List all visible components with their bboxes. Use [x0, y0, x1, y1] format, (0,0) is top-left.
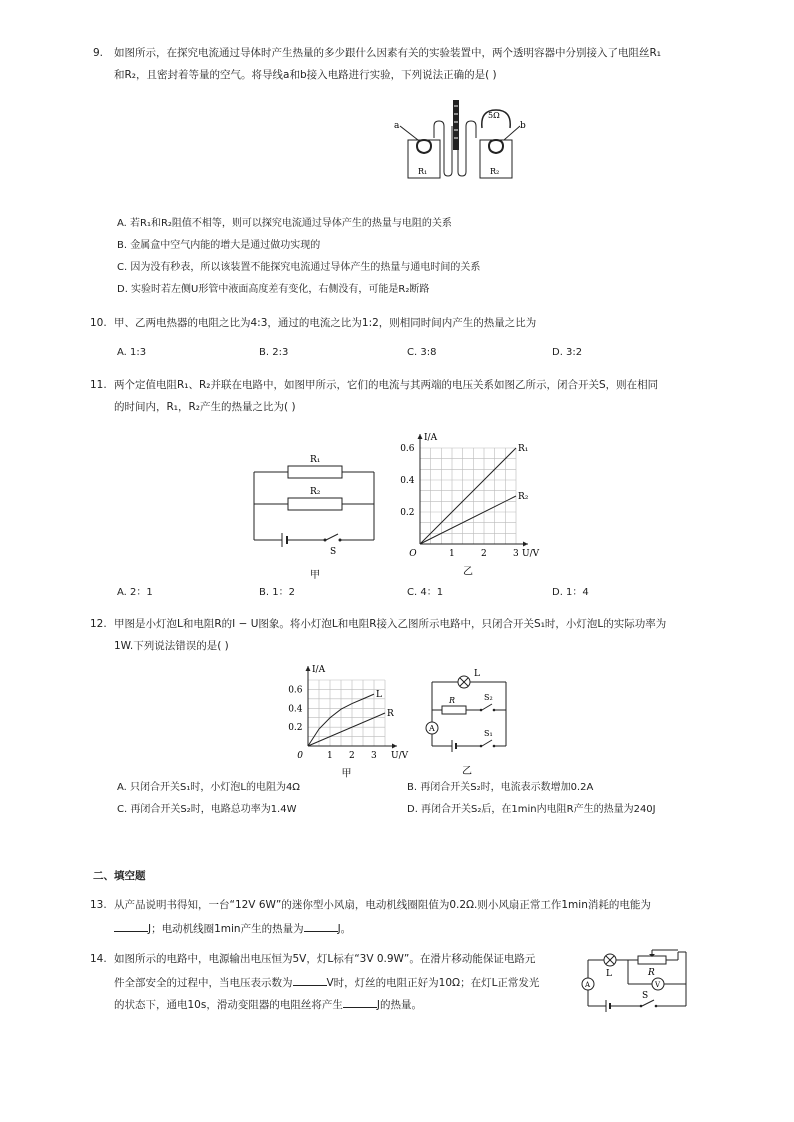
q9-label-a: a [394, 121, 400, 131]
q12-option-d[interactable]: D. 再闭合开关S₂后，在1min内电阻R产生的热量为240J [407, 804, 656, 815]
q10-number: 10. [90, 317, 107, 329]
q11-circuit-figure [248, 450, 380, 582]
q14-blank-2[interactable] [343, 996, 377, 1008]
q10-stem-line1: 甲、乙两电热器的电阻之比为4:3，通过的电流之比为1:2，则相同时间内产生的热量之比为 [114, 317, 537, 329]
q9-option-c[interactable]: C. 因为没有秒表，所以该装置不能探究电流通过导体产生的热量与通电时间的关系 [117, 262, 481, 273]
q9-label-b: b [520, 121, 526, 131]
q10-option-d[interactable]: D. 3:2 [552, 347, 583, 358]
section-title-fill-in: 二、填空题 [93, 870, 146, 882]
q14-circuit-ammeter-label: A [585, 981, 591, 989]
q14-line3-part-a: 的状态下，通电10s，滑动变阻器的电阻丝将产生 [114, 999, 343, 1011]
series-line-R₂ [420, 496, 516, 544]
q12-circuit-s1-label: S₁ [484, 729, 493, 738]
chart-caption: 甲 [341, 768, 352, 778]
y-axis-arrow [418, 434, 423, 439]
q9-apparatus-figure [390, 98, 530, 184]
q14-line2-part-b: V时，灯丝的电阻正好为10Ω；在灯L正常发光 [326, 977, 540, 989]
q14-circuit-r-label: R [648, 968, 655, 978]
x-tick-label: 1 [449, 549, 455, 559]
q12-stem-line1: 甲图是小灯泡L和电阻R的I − U图象。将小灯泡L和电阻R接入乙图所示电路中，只闭合开关S₁时，小灯泡L的实际功率为 [114, 618, 667, 630]
q11-circuit-r1-label: R₁ [310, 455, 321, 465]
q10-option-b[interactable]: B. 2:3 [259, 347, 289, 358]
q9-label-r2: R₂ [490, 167, 500, 176]
q14-circuit-lamp-label: L [606, 969, 612, 979]
q14-blank-1[interactable] [293, 974, 327, 986]
q10-option-a[interactable]: A. 1:3 [117, 347, 147, 358]
q14-stem-line1: 如图所示的电路中，电源输出电压恒为5V，灯L标有“3V 0.9W”。在滑片移动能保证电路元 [114, 953, 536, 965]
series-label-R₂: R₂ [518, 492, 529, 502]
y-axis-label: I/A [424, 433, 438, 443]
origin-label: 0 [297, 751, 303, 761]
x-tick-label: 3 [371, 751, 377, 761]
x-tick-label: 1 [327, 751, 333, 761]
q9-option-b[interactable]: B. 金属盒中空气内能的增大是通过做功实现的 [117, 240, 321, 251]
x-tick-label: 2 [481, 549, 487, 559]
series-label-R: R [387, 709, 394, 719]
q14-line2-part-a: 件全部安全的过程中，当电压表示数为 [114, 977, 293, 989]
series-line-R₁ [420, 448, 516, 544]
q13-number: 13. [90, 899, 107, 911]
q11-option-b[interactable]: B. 1：2 [259, 587, 295, 598]
q11-number: 11. [90, 379, 107, 391]
q11-circuit-switch-label: S [330, 547, 337, 557]
q12-circuit-lamp-label: L [474, 669, 480, 679]
x-tick-label: 3 [513, 549, 519, 559]
series-label-L: L [376, 690, 382, 701]
q12-option-a[interactable]: A. 只闭合开关S₁时，小灯泡L的电阻为4Ω [117, 782, 300, 793]
q11-option-c[interactable]: C. 4：1 [407, 587, 444, 598]
q12-iu-chart [282, 660, 412, 778]
q14-circuit-figure [578, 946, 690, 1016]
q12-circuit-figure [422, 664, 512, 780]
q14-number: 14. [90, 953, 107, 965]
q12-option-c[interactable]: C. 再闭合开关S₂时，电路总功率为1.4W [117, 804, 297, 815]
x-axis-arrow [392, 744, 397, 749]
chart-caption: 乙 [463, 566, 473, 578]
series-label-R₁: R₁ [518, 444, 529, 454]
q14-circuit-switch-label: S [642, 991, 649, 1001]
q11-circuit-r2-label: R₂ [310, 487, 321, 497]
q11-circuit-caption: 甲 [310, 570, 320, 581]
q9-label-r1: R₁ [418, 167, 428, 176]
y-tick-label: 0.4 [288, 704, 303, 715]
q12-circuit-ammeter-label: A [429, 724, 435, 733]
q14-stem-line3 [114, 996, 422, 1012]
q9-option-d[interactable]: D. 实验时若左侧U形管中液面高度差有变化，右侧没有，可能是R₂断路 [117, 284, 430, 295]
q9-number: 9. [93, 47, 104, 59]
q12-circuit-r-label: R [449, 696, 456, 705]
q11-stem-line1: 两个定值电阻R₁、R₂并联在电路中，如图甲所示，它们的电流与其两端的电压关系如图乙所示，闭合开关S，则在相同 [114, 379, 659, 391]
q13-line2-part-b: J。 [337, 923, 352, 935]
q12-number: 12. [90, 618, 107, 630]
q13-stem-line1: 从产品说明书得知，一台“12V 6W”的迷你型小风扇，电动机线圈阻值为0.2Ω.则小风扇正常工作1min消耗的电能为 [114, 899, 651, 911]
y-tick-label: 0.6 [288, 685, 303, 696]
y-axis-label: I/A [312, 665, 326, 675]
y-tick-label: 0.2 [288, 723, 303, 734]
q12-circuit-s2-label: S₂ [484, 693, 493, 702]
x-axis-label: U/V [391, 751, 409, 761]
q13-blank-2[interactable] [304, 920, 338, 932]
q13-line2-part-a: J；电动机线圈1min产生的热量为 [148, 923, 304, 935]
y-axis-arrow [306, 666, 311, 671]
q9-option-a[interactable]: A. 若R₁和R₂阻值不相等，则可以探究电流通过导体产生的热量与电阻的关系 [117, 218, 452, 229]
q9-stem-line2: 和R₂，且密封着等量的空气。将导线a和b接入电路进行实验，下列说法正确的是( ) [114, 69, 497, 81]
q14-circuit-voltmeter-label: V [655, 981, 661, 989]
y-tick-label: 0.2 [400, 508, 415, 518]
q9-label-5ohm: 5Ω [488, 111, 500, 120]
q11-option-d[interactable]: D. 1：4 [552, 587, 589, 598]
x-axis-label: U/V [522, 549, 540, 559]
q9-stem-line1: 如图所示，在探究电流通过导体时产生热量的多少跟什么因素有关的实验装置中，两个透明容器中分别接入了电阻丝R₁ [114, 47, 662, 59]
q12-circuit-caption: 乙 [462, 766, 472, 777]
q13-blank-1[interactable] [114, 920, 148, 932]
q11-stem-line2: 的时间内，R₁，R₂产生的热量之比为( ) [114, 401, 296, 413]
q10-option-c[interactable]: C. 3:8 [407, 347, 437, 358]
q14-stem-line2 [114, 974, 539, 990]
y-tick-label: 0.6 [400, 444, 415, 454]
q13-stem-line2 [114, 920, 351, 936]
origin-label: O [409, 549, 417, 559]
q11-iu-chart [398, 424, 548, 584]
y-tick-label: 0.4 [400, 476, 415, 486]
q14-line3-part-b: J的热量。 [376, 999, 422, 1011]
q11-option-a[interactable]: A. 2：1 [117, 587, 153, 598]
q12-option-b[interactable]: B. 再闭合开关S₂时，电流表示数增加0.2A [407, 782, 594, 793]
x-axis-arrow [523, 542, 528, 547]
q12-stem-line2: 1W.下列说法错误的是( ) [114, 640, 229, 652]
x-tick-label: 2 [349, 751, 355, 761]
